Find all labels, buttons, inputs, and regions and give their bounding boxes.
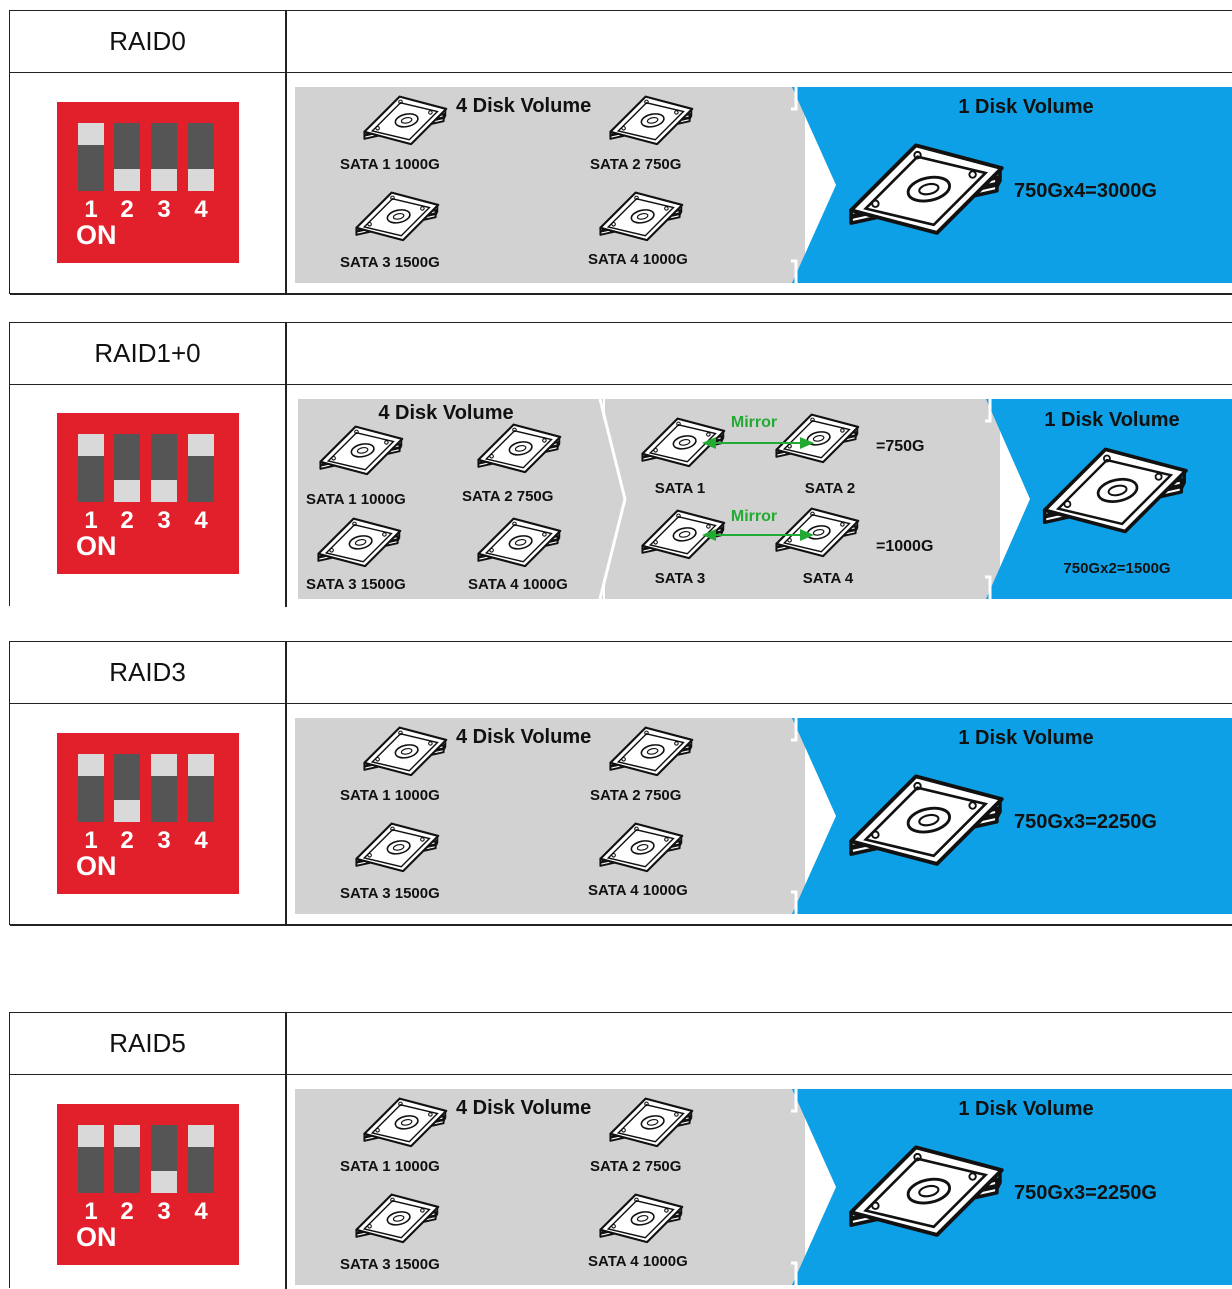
mirror-label: Mirror [730,508,778,525]
raid-diagram [10,11,1232,295]
four-disk-volume-title: 4 Disk Volume [456,726,592,748]
mirror-label: Mirror [730,414,778,431]
disk-label: SATA 2 750G [590,787,682,804]
dip-on-label: ON [76,851,117,881]
raid-level-title: RAID0 [109,26,186,56]
raid-diagram [10,642,1232,926]
raid-level-title: RAID1+0 [94,338,201,368]
disk-label: SATA 4 1000G [588,251,688,268]
dip-switch-number: 3 [157,507,171,534]
mirror-result: =1000G [876,538,934,555]
mirror-disk-label: SATA 2 [804,480,856,497]
dip-switch-number: 4 [194,827,208,854]
raid-section-raid10 [9,322,1232,606]
raid-diagram [10,1013,1232,1289]
one-disk-volume-title: 1 Disk Volume [1044,409,1180,431]
disk-label: SATA 4 1000G [588,1253,688,1270]
disk-label: SATA 1 1000G [340,787,440,804]
dip-on-label: ON [76,220,117,250]
disk-label: SATA 1 1000G [340,1158,440,1175]
dip-switch-number: 4 [194,196,208,223]
dip-switch-number: 2 [120,1198,134,1225]
capacity-result: 750Gx3=2250G [1014,1182,1157,1204]
dip-switch-number: 3 [157,1198,171,1225]
disk-label: SATA 3 1500G [306,576,406,593]
four-disk-volume-title: 4 Disk Volume [378,402,514,424]
raid-level-title: RAID3 [109,657,186,687]
disk-label: SATA 3 1500G [340,254,440,271]
mirror-disk-label: SATA 4 [802,570,854,587]
raid-diagram [10,323,1232,607]
mirror-result: =750G [876,438,925,455]
four-disk-volume-title: 4 Disk Volume [456,95,592,117]
one-disk-volume-title: 1 Disk Volume [958,727,1094,749]
disk-label: SATA 3 1500G [340,1256,440,1273]
disk-label: SATA 4 1000G [588,882,688,899]
raid-section-raid5 [9,1012,1232,1288]
disk-label: SATA 4 1000G [468,576,568,593]
dip-switch-number: 1 [84,1198,98,1225]
disk-label: SATA 2 750G [462,488,554,505]
one-disk-volume-title: 1 Disk Volume [958,1098,1094,1120]
capacity-result: 750Gx4=3000G [1014,180,1157,202]
raid-section-raid0 [9,10,1232,294]
dip-on-label: ON [76,531,117,561]
disk-label: SATA 3 1500G [340,885,440,902]
capacity-result: 750Gx3=2250G [1014,811,1157,833]
dip-switch-number: 3 [157,827,171,854]
dip-switch-number: 4 [194,507,208,534]
disk-label: SATA 1 1000G [306,491,406,508]
mirror-disk-label: SATA 1 [654,480,706,497]
dip-switch-number: 2 [120,827,134,854]
raid-section-raid3 [9,641,1232,925]
raid-level-title: RAID5 [109,1028,186,1058]
dip-switch-number: 2 [120,507,134,534]
disk-label: SATA 2 750G [590,1158,682,1175]
mirror-disk-label: SATA 3 [654,570,706,587]
dip-on-label: ON [76,1222,117,1252]
disk-label: SATA 1 1000G [340,156,440,173]
one-disk-volume-title: 1 Disk Volume [958,96,1094,118]
capacity-result: 750Gx2=1500G [1063,560,1171,577]
dip-switch-number: 2 [120,196,134,223]
four-disk-volume-title: 4 Disk Volume [456,1097,592,1119]
disk-label: SATA 2 750G [590,156,682,173]
dip-switch-number: 1 [84,507,98,534]
dip-switch-number: 1 [84,827,98,854]
dip-switch-number: 4 [194,1198,208,1225]
dip-switch-number: 1 [84,196,98,223]
dip-switch-number: 3 [157,196,171,223]
